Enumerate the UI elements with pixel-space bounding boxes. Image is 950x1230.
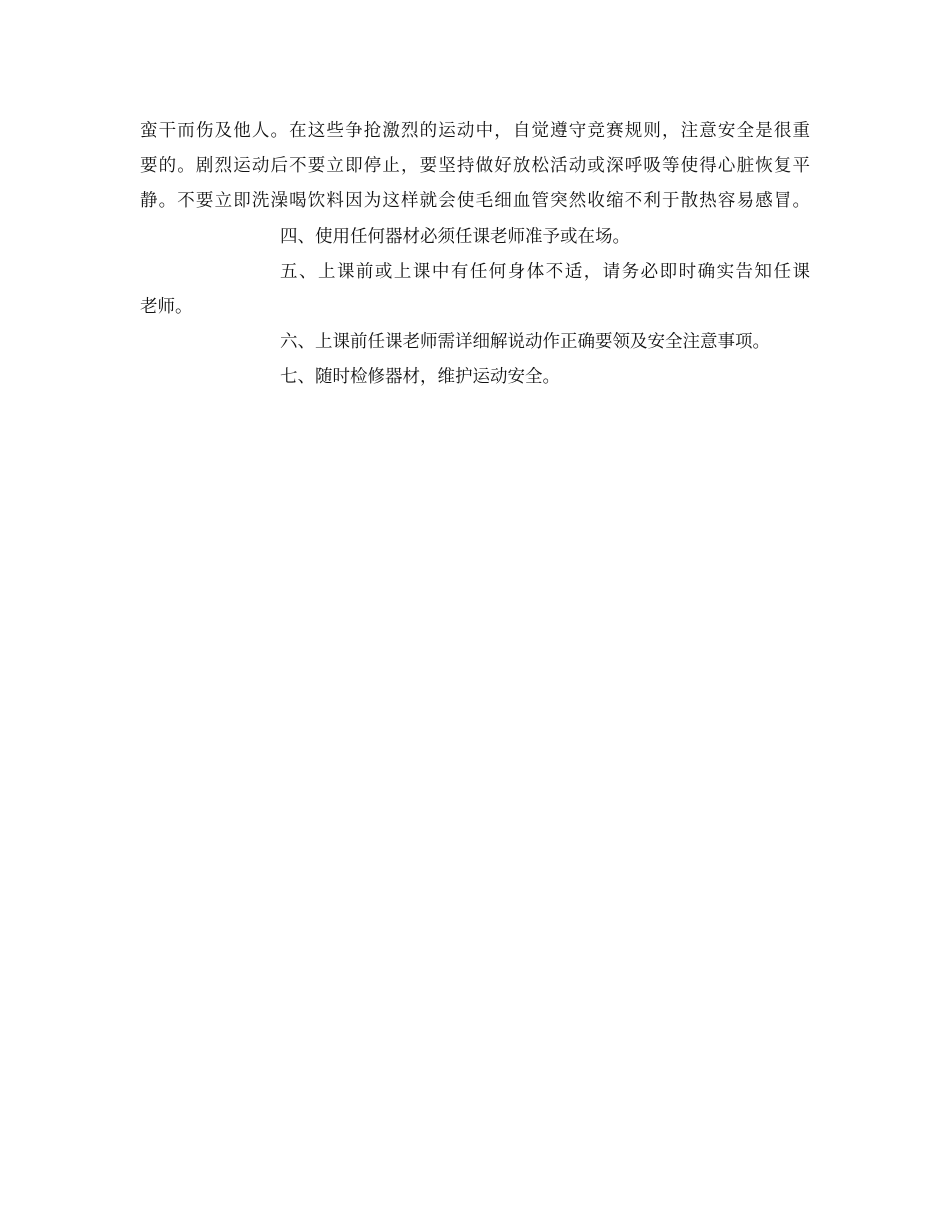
paragraph-line-1: 蛮干而伤及他人。在这些争抢激烈的运动中，自觉遵守竞赛规则，注意安全是很重 — [140, 121, 810, 141]
item-four: 四、使用任何器材必须任课老师准予或在场。 — [280, 227, 630, 247]
item-five: 五、上课前或上课中有任何身体不适，请务必即时确实告知任课 — [280, 262, 810, 282]
paragraph-line-2: 要的。剧烈运动后不要立即停止，要坚持做好放松活动或深呼吸等使得心脏恢复平 — [140, 156, 810, 176]
item-seven: 七、随时检修器材，维护运动安全。 — [280, 367, 560, 387]
item-five-continuation: 老师。 — [140, 297, 193, 317]
item-six: 六、上课前任课老师需详细解说动作正确要领及安全注意事项。 — [280, 332, 770, 352]
paragraph-line-3: 静。不要立即洗澡喝饮料因为这样就会使毛细血管突然收缩不利于散热容易感冒。 — [140, 191, 810, 211]
